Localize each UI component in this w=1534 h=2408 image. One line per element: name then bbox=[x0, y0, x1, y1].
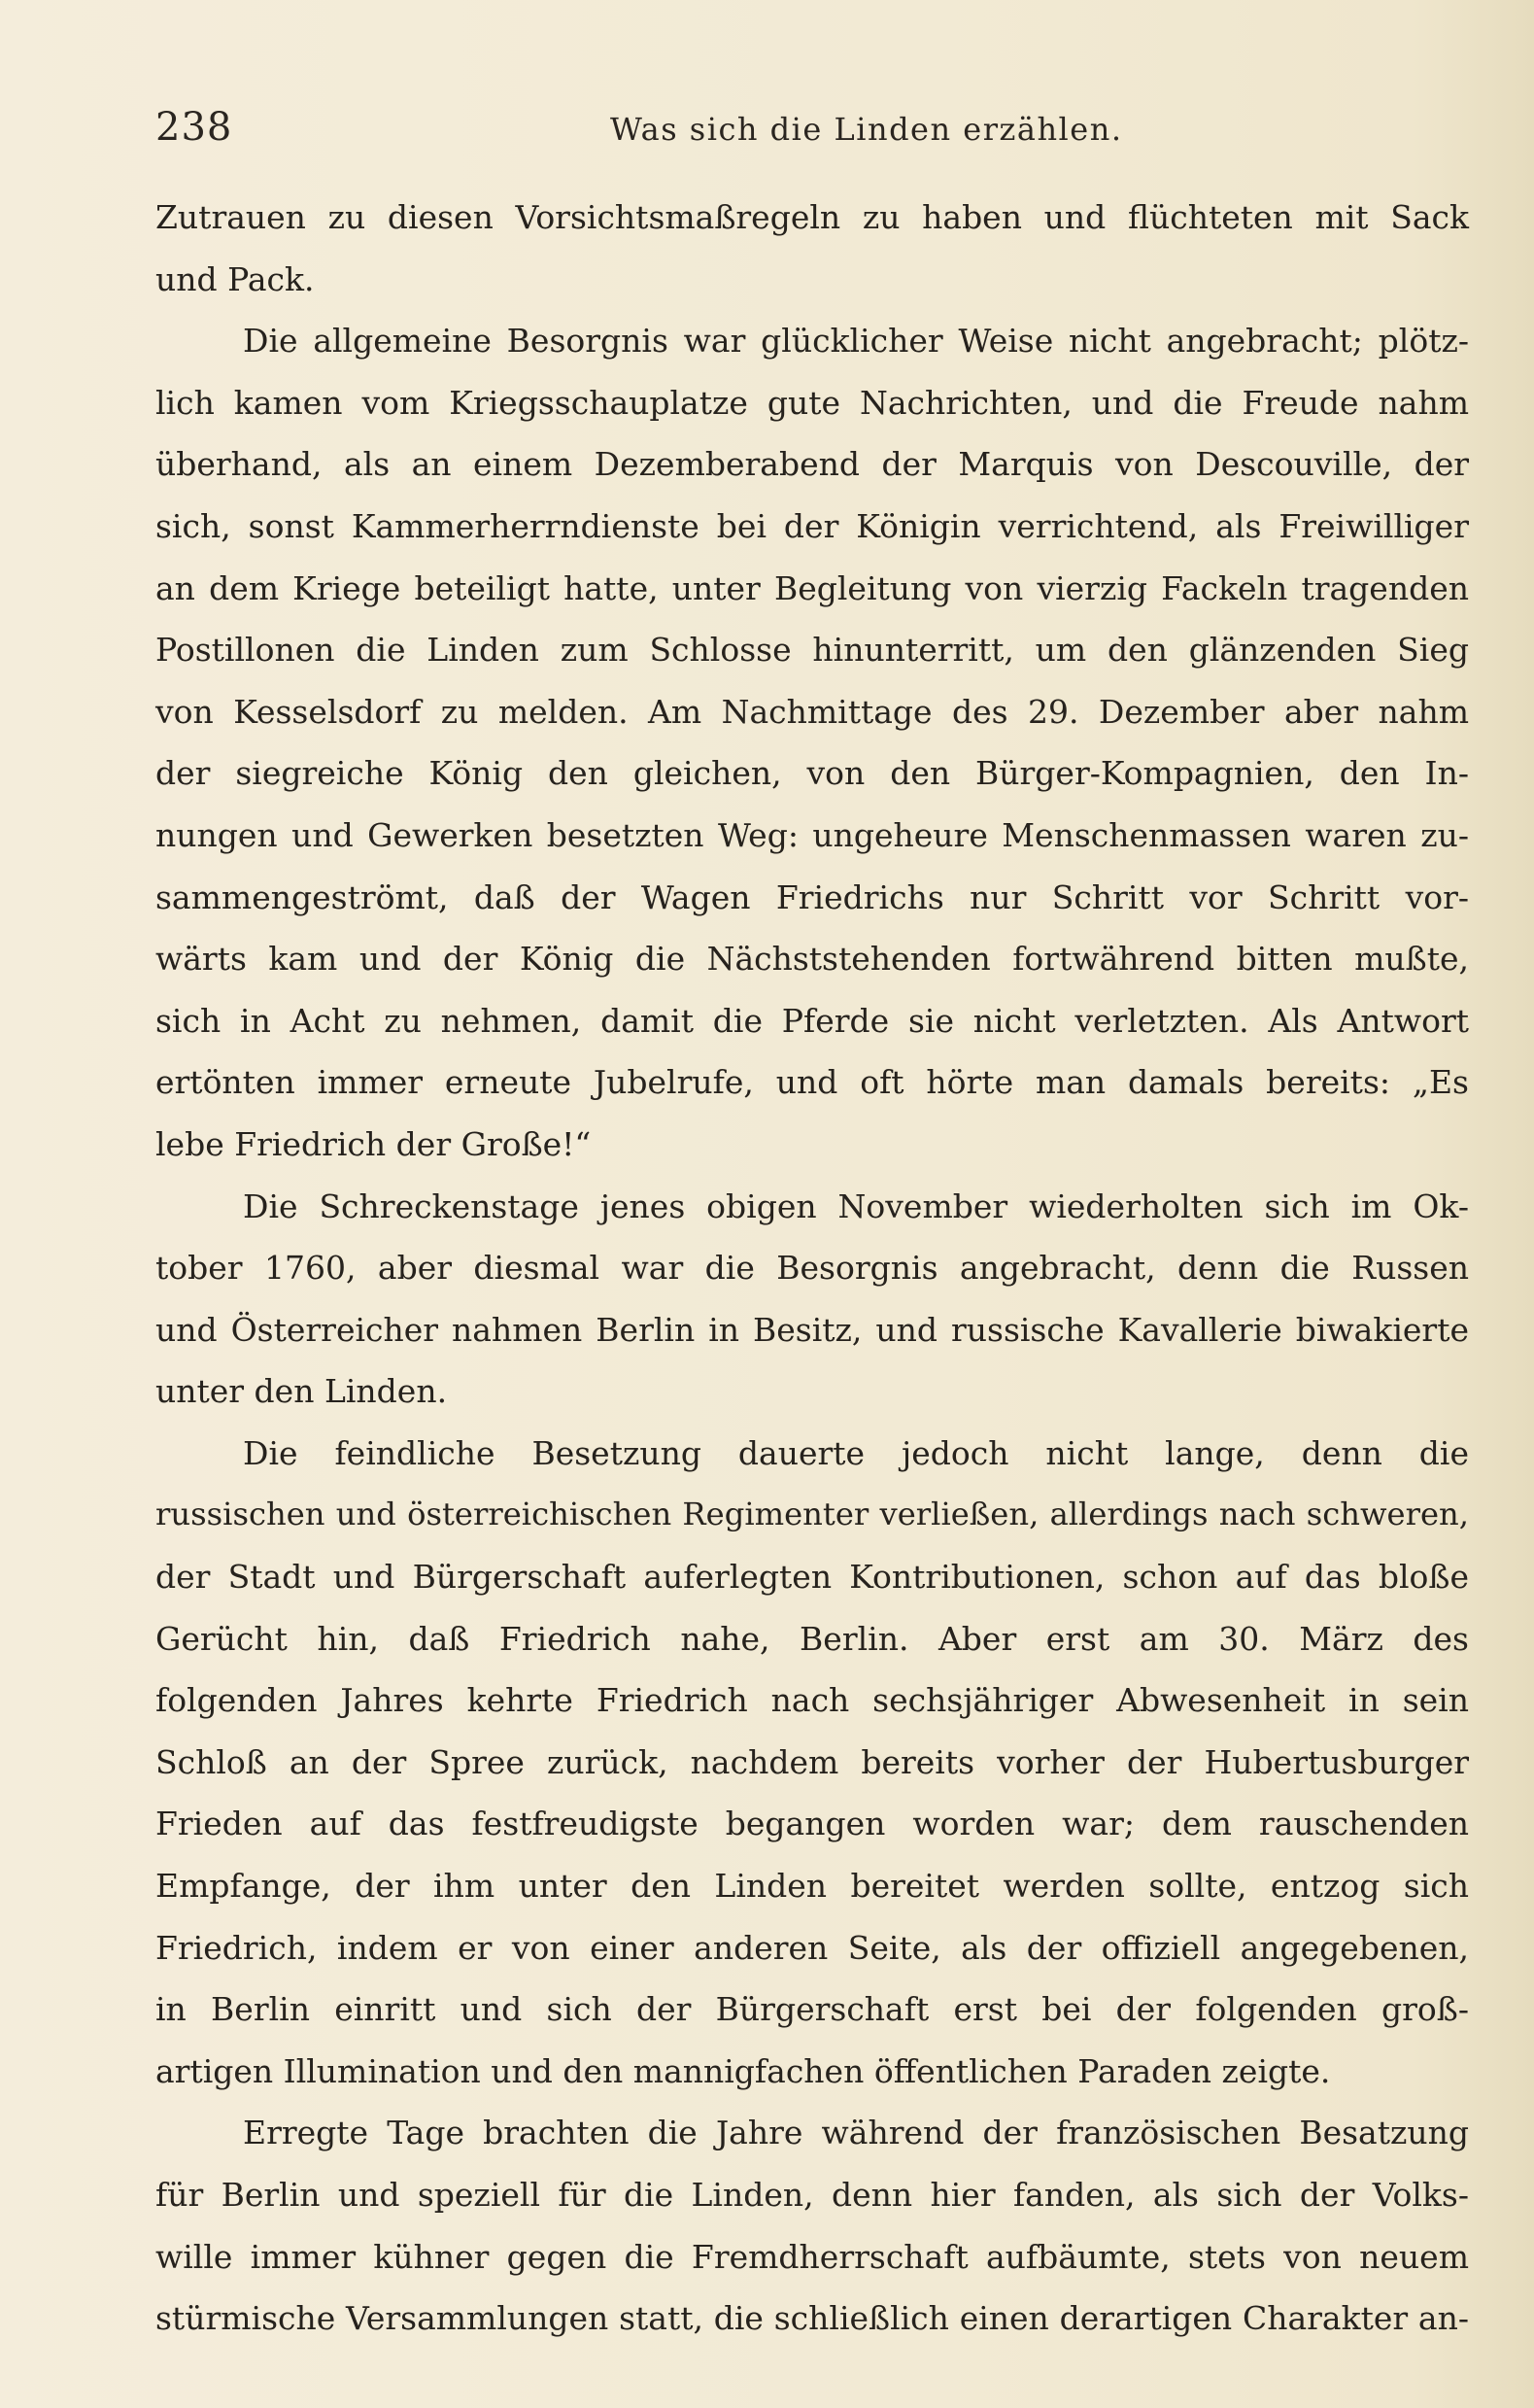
text-line: sammengeströmt, daß der Wagen Friedrichs nur Schritt vor Schritt vor- bbox=[155, 877, 1469, 916]
text-line: Frieden auf das festfreudigste begangen worden war; dem rauschenden bbox=[155, 1805, 1469, 1843]
text-line: sich, sonst Kammerherrndienste bei der Königin verrichtend, als Freiwilliger bbox=[155, 506, 1469, 545]
text-line: für Berlin und speziell für die Linden, denn hier fanden, als sich der Volks- bbox=[155, 2176, 1469, 2214]
text-line: Schloß an der Spree zurück, nachdem bereits vorher der Hubertusburger bbox=[155, 1742, 1469, 1781]
text-line: stürmische Versammlungen statt, die schließlich einen derartigen Charakter an- bbox=[155, 2299, 1469, 2338]
paragraph-1 bbox=[155, 187, 1469, 310]
text-line: wille immer kühner gegen die Fremdherrschaft aufbäumte, stets von neuem bbox=[155, 2237, 1469, 2276]
text-line: russischen und österreichischen Regimenter verließen, allerdings nach schweren, bbox=[155, 1496, 1469, 1533]
running-head: Was sich die Linden erzählen. bbox=[610, 111, 1123, 148]
text-line: der siegreiche König den gleichen, von den Bürger-Kompagnien, den In- bbox=[155, 754, 1469, 793]
text-line: Postillonen die Linden zum Schlosse hinunterritt, um den glänzenden Sieg bbox=[155, 631, 1469, 670]
paragraph-4 bbox=[155, 1423, 1469, 2103]
paragraph-5 bbox=[155, 2102, 1469, 2349]
text-line: nungen und Gewerken besetzten Weg: ungeheure Menschenmassen waren zu- bbox=[155, 815, 1469, 854]
text-line: Die allgemeine Besorgnis war glücklicher Weise nicht angebracht; plötz- bbox=[243, 322, 1469, 361]
paragraph-3 bbox=[155, 1176, 1469, 1423]
text-line: tober 1760, aber diesmal war die Besorgnis angebracht, denn die Russen bbox=[155, 1249, 1469, 1288]
text-line: wärts kam und der König die Nächststehenden fortwährend bitten mußte, bbox=[155, 940, 1469, 979]
text-line: an dem Kriege beteiligt hatte, unter Begleitung von vierzig Fackeln tragenden bbox=[155, 568, 1469, 607]
text-line: Die feindliche Besetzung dauerte jedoch nicht lange, denn die bbox=[243, 1433, 1469, 1472]
text-line: und Pack. bbox=[155, 259, 315, 298]
text-line: artigen Illumination und den mannigfachen öffentlichen Paraden zeigte. bbox=[155, 2051, 1331, 2090]
text-line: in Berlin einritt und sich der Bürgerschaft erst bei der folgenden groß- bbox=[155, 1990, 1469, 2029]
page-number: 238 bbox=[155, 105, 233, 150]
text-line: und Österreicher nahmen Berlin in Besitz, und russische Kavallerie biwakierte bbox=[155, 1310, 1469, 1349]
text-line: Friedrich, indem er von einer anderen Seite, als der offiziell angegebenen, bbox=[155, 1928, 1469, 1967]
text-line: Die Schreckenstage jenes obigen November wiederholten sich im Ok- bbox=[243, 1187, 1469, 1225]
text-line: Gerücht hin, daß Friedrich nahe, Berlin. Aber erst am 30. März des bbox=[155, 1619, 1469, 1658]
text-line: überhand, als an einem Dezemberabend der Marquis von Descouville, der bbox=[155, 445, 1469, 484]
body-text bbox=[155, 187, 1469, 2350]
text-line: lich kamen vom Kriegsschauplatze gute Nachrichten, und die Freude nahm bbox=[155, 383, 1469, 422]
paragraph-2 bbox=[155, 310, 1469, 1175]
page-header bbox=[155, 105, 1477, 163]
text-line: Zutrauen zu diesen Vorsichtsmaßregeln zu haben und flüchteten mit Sack bbox=[155, 198, 1469, 236]
text-line: Erregte Tage brachten die Jahre während der französischen Besatzung bbox=[243, 2114, 1469, 2152]
text-line: Empfange, der ihm unter den Linden bereitet werden sollte, entzog sich bbox=[155, 1867, 1469, 1906]
text-line: der Stadt und Bürgerschaft auferlegten Kontributionen, schon auf das bloße bbox=[155, 1558, 1469, 1597]
text-line: von Kesselsdorf zu melden. Am Nachmittage des 29. Dezember aber nahm bbox=[155, 692, 1469, 731]
text-line: folgenden Jahres kehrte Friedrich nach sechsjähriger Abwesenheit in sein bbox=[155, 1681, 1469, 1720]
text-line: ertönten immer erneute Jubelrufe, und oft hörte man damals bereits: „Es bbox=[155, 1063, 1469, 1102]
text-line: sich in Acht zu nehmen, damit die Pferde sie nicht verletzten. Als Antwort bbox=[155, 1001, 1469, 1040]
text-line: lebe Friedrich der Große!“ bbox=[155, 1124, 592, 1163]
text-line: unter den Linden. bbox=[155, 1372, 448, 1411]
